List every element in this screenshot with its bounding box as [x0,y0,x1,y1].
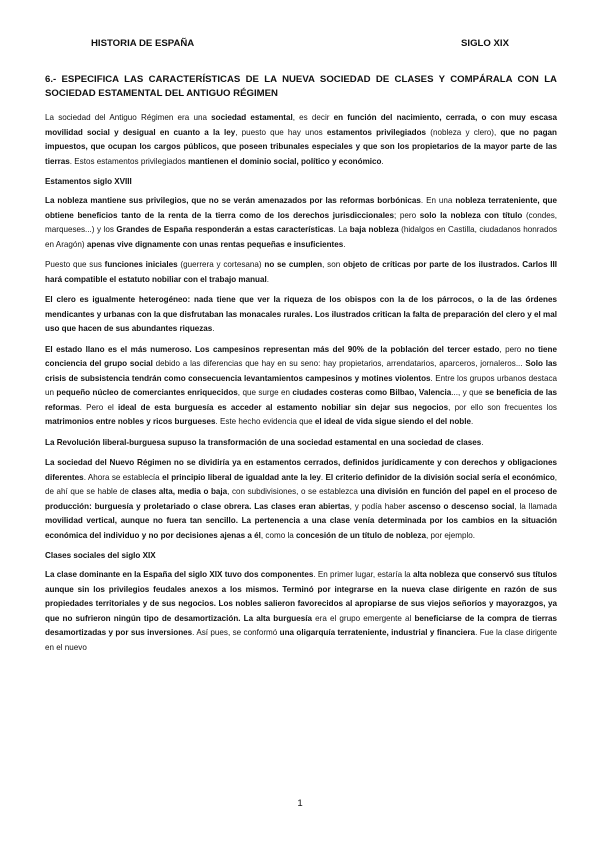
text-run: Puesto que sus [45,260,105,269]
bold-text-run: El clero es igualmente heterogéneo: nada tiene que ver la riqueza de los obispos con la de los párrocos, o la de las órdenes mendicantes y urbanas con la que disfrutaban las monacales rurales. Los ilustrados critican la falta de preparación del clero y el mal uso que hacen de sus abundantes riquezas [45,295,557,333]
bold-text-run: una división en función del papel en el proceso de producción: burguesía y proletariado o clase obrera. Las clases eran abiertas [45,487,557,511]
paragraph [45,343,557,430]
paragraph [45,111,557,169]
bold-text-run: matrimonios entre nobles y ricos burgueses [45,417,216,426]
paragraph [45,436,557,451]
text-run: (hidalgos en Castilla, ciudadanos honrados en Aragón) [45,225,557,249]
text-run: , de ahí que se hable de [45,472,558,496]
bold-text-run: nobleza terrateniente, que obtiene beneficios tanto de la renta de la tierra como de los derechos jurisdiccionales [45,196,558,220]
text-run: . Ahora se establecía [83,472,163,482]
bold-text-run: pequeño núcleo de comerciantes enriquecidos [56,388,238,397]
text-run: , que surge en [237,388,293,397]
text-run: . Así pues, se conformó [192,628,280,637]
text-run: , pero [499,344,525,354]
bold-text-run: alta nobleza que conservó sus títulos aunque sin los privilegios feudales anexos a los mismos. Terminó por integrarse en la nueva clase dirigente en razón de sus propiedades territoriales y de sus negocios. Los nobles salieron favorecidos al apropiarse de sus viejos señoríos y mayorazgos, ya que no sufrieron ningún tipo de desamortización. La alta burguesía [45,570,558,623]
estamentos-section [45,194,557,543]
document-body [45,73,557,661]
text-run: , como la [260,530,296,540]
bold-text-run: objeto de críticas por parte de los ilustrados. Carlos III hará compatible el estatuto nobiliar con el trabajo manual [45,260,557,284]
text-run: , son [322,260,343,269]
text-run: . Entre los grupos urbanos destaca un [45,373,558,397]
section-heading-clases: Clases sociales del siglo XIX [45,551,156,560]
bold-text-run: el principio liberal de igualdad ante la ley [162,472,321,482]
header-period: SIGLO XIX [461,38,509,49]
bold-text-run: Solo las crisis de subsistencia tendrán como consecuencia levantamientos campesinos y motines violentos [45,359,557,383]
text-run: . [481,437,484,447]
text-run: . La [333,225,350,234]
bold-text-run: una oligarquía terrateniente, industrial y financiera [279,628,476,637]
clases-section [45,568,557,655]
bold-text-run: que no pagan impuestos, que ocupan los cargos públicos, que poseen tribunales especiales y que son los propietarios de la mayor parte de las tierras [45,127,557,166]
bold-text-run: mantienen el dominio social, político y económico [188,156,382,166]
section-heading-estamentos: Estamentos siglo XVIII [45,177,132,186]
bold-text-run: La sociedad del Nuevo Régimen no se dividiría ya en estamentos cerrados, definidos jurídicamente y con derechos y obligaciones diferentes [45,458,557,482]
bold-text-run: El estado llano es el más numeroso. Los campesinos representan más del 90% de la población del tercer estado [45,344,500,354]
text-run: era el grupo emergente al [311,613,415,623]
paragraph [45,194,557,252]
bold-text-run: el ideal de vida sigue siendo el del noble [314,417,471,426]
bold-text-run: movilidad vertical, aunque no fuera tan sencillo. La pertenencia a una clase venía determinada por los cambios en la situación económica del individuo y no por decisiones ajenas a él [45,516,557,540]
bold-text-run: estamentos privilegiados [326,127,427,137]
bold-text-run: concesión de un título de nobleza [296,530,426,540]
text-run: , con subdivisiones, o se establezca [227,487,361,496]
bold-text-run: en función del nacimiento, cerrada, o con muy escasa movilidad social y desigual en cuanto a la ley [45,113,558,137]
text-run: . [381,156,384,166]
text-run: La sociedad del Antiguo Régimen era una [45,113,212,122]
bold-text-run: funciones iniciales [104,260,178,269]
text-run: . Este hecho evidencia que [215,417,315,426]
text-run: , por ello son frecuentes los [448,402,557,412]
paragraph [45,258,557,287]
bold-text-run: ascenso o descenso social [408,501,515,511]
bold-text-run: La Revolución liberal-burguesa supuso la transformación de una sociedad estamental en una sociedad de clases [45,437,482,447]
text-run: , puesto que hay unos [235,127,327,137]
bold-text-run: se beneficia de las reformas [45,388,557,412]
bold-text-run: El criterio definidor de la división social sería el económico [325,472,555,482]
text-run: , por ejemplo. [425,530,476,540]
bold-text-run: beneficiarse de la compra de tierras desamortizadas y por sus inversiones [45,613,558,637]
text-run: , es decir [292,113,334,122]
text-run: (guerrera y cortesana) [177,260,265,269]
intro-section [45,111,557,169]
text-run: ..., y que [451,388,486,397]
paragraph [45,568,557,655]
text-run: , la llamada [514,501,557,511]
paragraph [45,293,557,337]
text-run: debido a las diferencias que hay en su seno: hay propietarios, arrendatarios, aparceros, jornaleros... [152,359,526,368]
paragraph [45,456,557,543]
bold-text-run: ideal de esta burguesía es acceder al estamento nobiliar sin dejar sus negocios [117,402,449,412]
bold-text-run: solo la nobleza con título [419,210,523,220]
text-run: . Pero el [79,402,118,412]
bold-text-run: baja nobleza [349,225,399,234]
text-run: , y podía haber [349,501,409,511]
text-run: . En una [420,196,456,205]
bold-text-run: La nobleza mantiene sus privilegios, que no se verán amenazados por las reformas borbónicas [45,196,421,205]
bold-text-run: apenas vive dignamente con unas rentas pequeñas e insuficientes [86,239,344,249]
bold-text-run: Grandes de España responderán a estas características [116,225,334,234]
text-run: (condes, marqueses...) y los [45,210,558,234]
text-run: . [212,324,215,333]
page-number: 1 [297,798,303,809]
text-run: ; pero [393,210,420,220]
text-run: . Fue la clase dirigente en el nuevo [45,628,558,652]
text-run: . [266,274,269,284]
text-run: . Estos estamentos privilegiados [69,156,189,166]
bold-text-run: no tiene conciencia del grupo social [45,344,557,368]
text-run: (nobleza y clero), [426,127,501,137]
bold-text-run: La clase dominante en la España del siglo XIX tuvo dos componentes [45,570,314,579]
bold-text-run: clases alta, media o baja [131,487,228,496]
bold-text-run: no se cumplen [264,260,323,269]
text-run: . En primer lugar, estaría la [313,570,413,579]
text-run: . [320,472,326,482]
bold-text-run: ciudades costeras como Bilbao, Valencia [292,388,452,397]
question-title: 6.- ESPECIFICA LAS CARACTERÍSTICAS DE LA NUEVA SOCIEDAD DE CLASES Y COMPÁRALA CON LA SOCIEDAD ESTAMENTAL DEL ANTIGUO RÉGIMEN [45,74,557,99]
page-header [91,38,509,49]
text-run: . [343,239,346,249]
bold-text-run: sociedad estamental [211,113,293,122]
text-run: . [471,417,474,426]
header-subject: HISTORIA DE ESPAÑA [91,38,195,49]
